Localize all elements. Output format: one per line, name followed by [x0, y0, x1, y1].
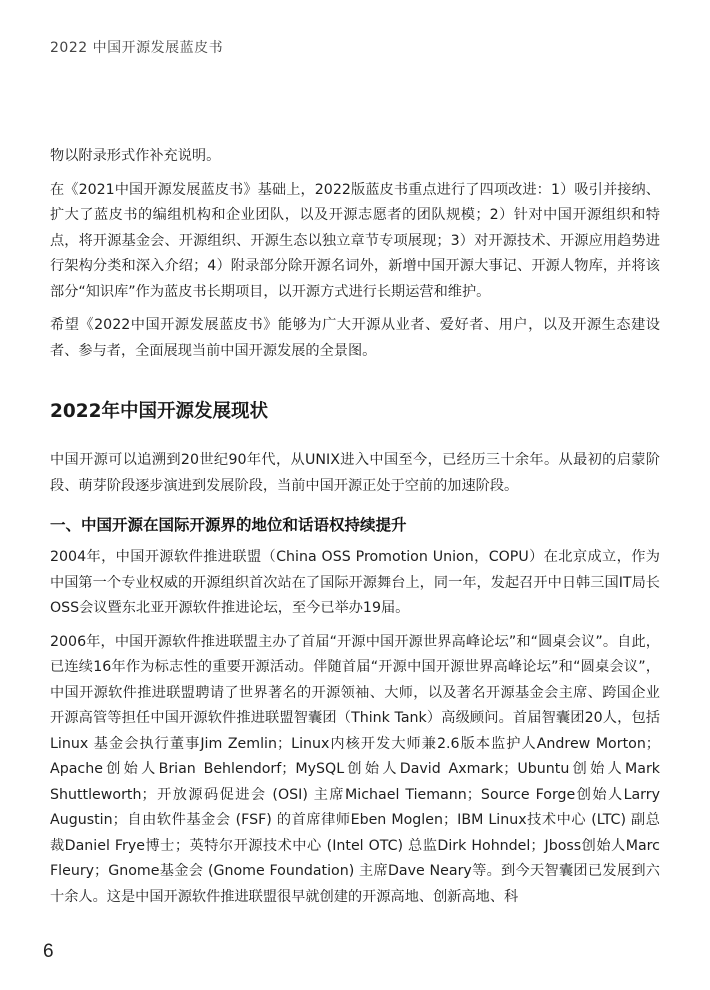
body-paragraph: 希望《2022中国开源发展蓝皮书》能够为广大开源从业者、爱好者、用户，以及开源生态建设者、参与者，全面展现当前中国开源发展的全景图。	[50, 317, 660, 359]
body-paragraph: 2006年，中国开源软件推进联盟主办了首届“开源中国开源世界高峰论坛”和“圆桌会议”。自此，已连续16年作为标志性的重要开源活动。伴随首届“开源中国开源世界高峰论坛”和“圆桌会议”，中国开源软件推进联盟聘请了世界著名的开源领袖、大师，以及著名开源基金会主席、跨国企业开源高管等担任中国开源软件推进联盟智囊团（Think Tank）高级顾问。首届智囊团20人，包括Linux 基金会执行董事Jim Zemlin；Linux内核开发大师兼2.6版本监护人Andrew Morton；Apache创始人Brian Behlendorf；MySQL创始人David Axmark；Ubuntu创始人Mark Shuttleworth；开放源码促进会 (OSI) 主席Michael Tiemann；Source Forge创始人Larry Augustin；自由软件基金会 (FSF) 的首席律师Eben Moglen；IBM Linux技术中心 (LTC) 副总裁Daniel Frye博士；英特尔开源技术中心 (Intel OTC) 总监Dirk Hohndel；Jboss创始人Marc Fleury；Gnome基金会 (Gnome Foundation) 主席Dave Neary等。到今天智囊团已发展到六十余人。这是中国开源软件推进联盟很早就创建的开源高地、创新高地、科	[50, 633, 660, 905]
section-heading: 2022年中国开源发展现状	[50, 401, 268, 422]
body-paragraph: 在《2021中国开源发展蓝皮书》基础上，2022版蓝皮书重点进行了四项改进：1）吸引并接纳、扩大了蓝皮书的编组机构和企业团队，以及开源志愿者的团队规模；2）针对中国开源组织和特点，将开源基金会、开源组织、开源生态以独立章节专项展现；3）对开源技术、开源应用趋势进行架构分类和深入介绍；4）附录部分除开源名词外，新增中国开源大事记、开源人物库，并将该部分“知识库”作为蓝皮书长期项目，以开源方式进行长期运营和维护。	[50, 181, 660, 300]
body-paragraph: 中国开源可以追溯到20世纪90年代，从UNIX进入中国至今，已经历三十余年。从最初的启蒙阶段、萌芽阶段逐步演进到发展阶段，当前中国开源正处于空前的加速阶段。	[50, 452, 660, 494]
running-header: 2022 中国开源发展蓝皮书	[50, 40, 224, 56]
subsection-heading: 一、中国开源在国际开源界的地位和话语权持续提升	[50, 516, 407, 534]
page-body	[50, 144, 660, 918]
page-number: 6	[43, 941, 54, 962]
body-paragraph: 2004年，中国开源软件推进联盟（China OSS Promotion Union，COPU）在北京成立，作为中国第一个专业权威的开源组织首次站在了国际开源舞台上，同一年，发起召开中日韩三国IT局长OSS会议暨东北亚开源软件推进论坛，至今已举办19届。	[50, 549, 660, 616]
body-paragraph: 物以附录形式作补充说明。	[50, 148, 221, 164]
